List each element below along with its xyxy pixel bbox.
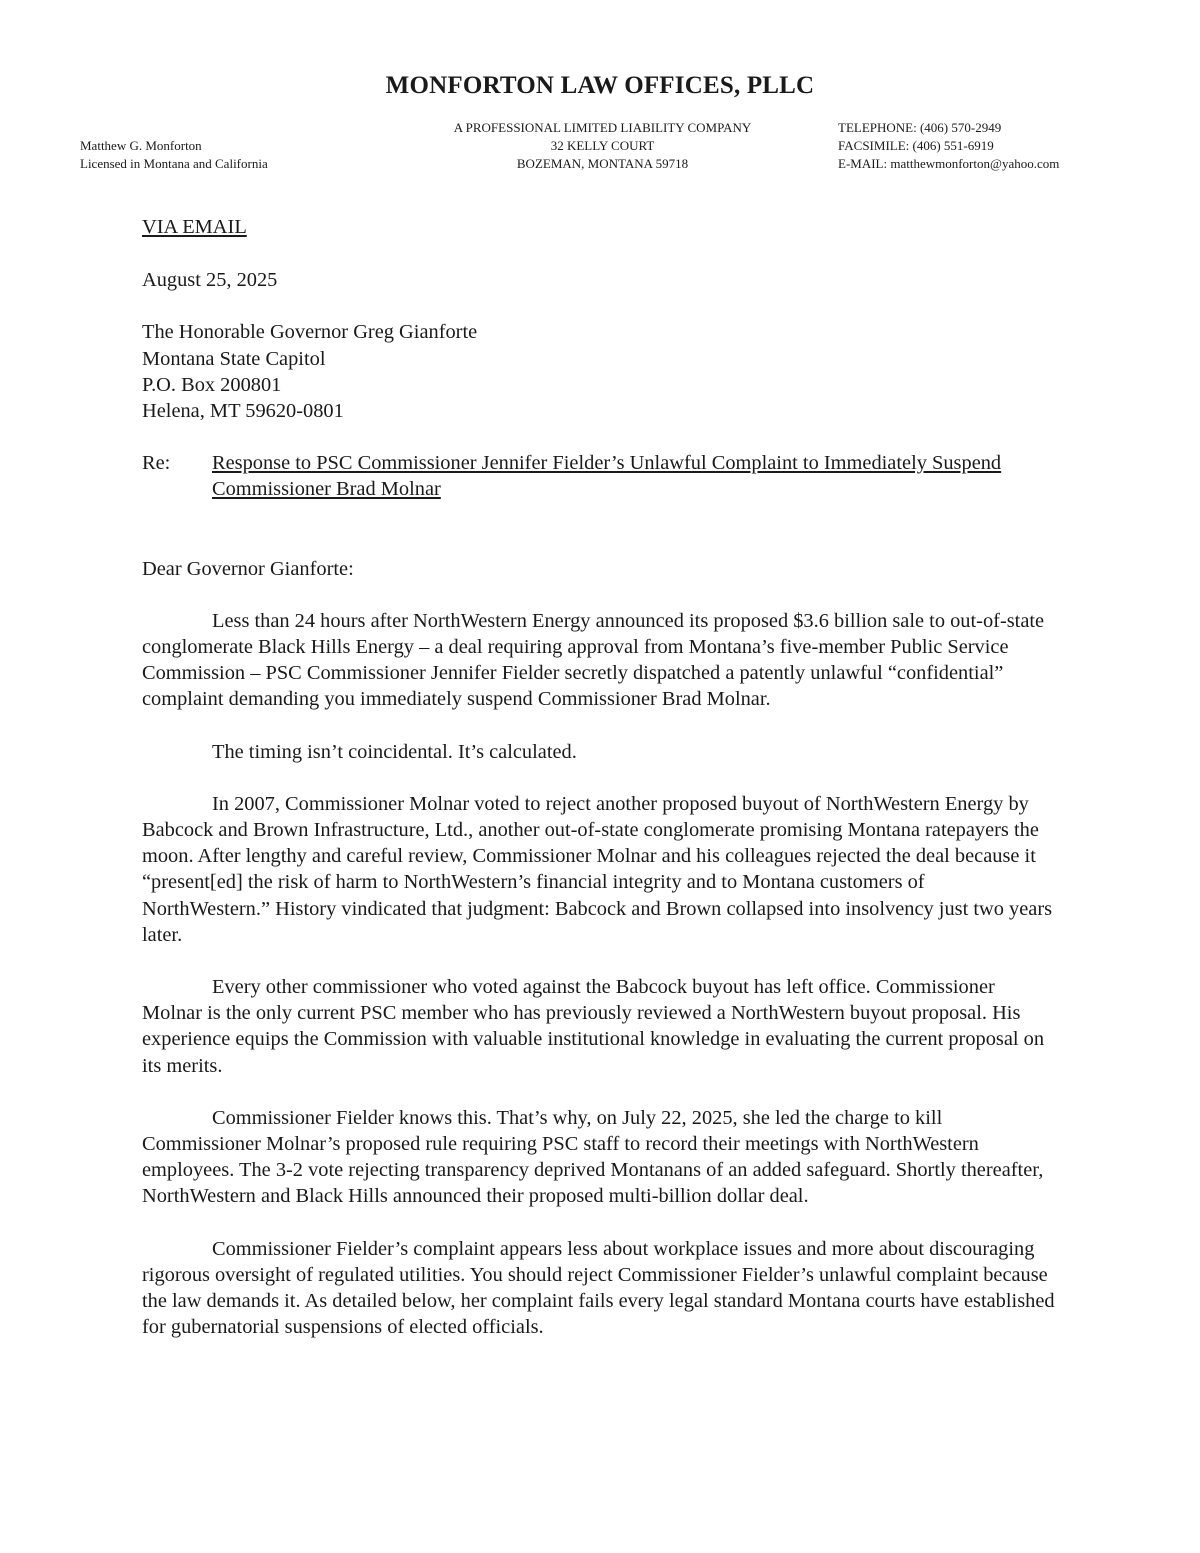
- body-paragraph: Commissioner Fielder knows this. That’s why, on July 22, 2025, she led the charge to kill Commissioner Molnar’s proposed rule requiring PSC staff to record their meetings with NorthWestern employees. The 3-2 vote rejecting transparency deprived Montanans of an added safeguard. Shortly thereafter, NorthWestern and Black Hills announced their proposed multi-billion dollar deal.: [142, 1106, 1044, 1208]
- email-address: E-MAIL: matthewmonforton@yahoo.com: [838, 156, 1060, 171]
- company-type: A PROFESSIONAL LIMITED LIABILITY COMPANY: [453, 120, 752, 135]
- firm-city-state: BOZEMAN, MONTANA 59718: [516, 156, 689, 171]
- re-label: Re:: [142, 452, 171, 475]
- recipient-line: The Honorable Governor Greg Gianforte: [142, 321, 478, 344]
- attorney-license: Licensed in Montana and California: [80, 156, 268, 171]
- letter-date: August 25, 2025: [142, 269, 278, 292]
- telephone: TELEPHONE: (406) 570-2949: [838, 120, 1002, 135]
- recipient-line: Helena, MT 59620-0801: [142, 400, 344, 423]
- recipient-line: Montana State Capitol: [142, 347, 326, 370]
- re-subject: Response to PSC Commissioner Jennifer Fielder’s Unlawful Complaint to Immediately Suspend Commissioner Brad Molnar: [212, 452, 1002, 501]
- recipient-line: P.O. Box 200801: [142, 373, 282, 396]
- facsimile: FACSIMILE: (406) 551-6919: [838, 138, 994, 153]
- attorney-name: Matthew G. Monforton: [80, 138, 202, 153]
- recipient-address: [142, 319, 1057, 424]
- firm-street: 32 KELLY COURT: [550, 138, 655, 153]
- delivery-method: VIA EMAIL: [142, 216, 247, 238]
- body-paragraph: The timing isn’t coincidental. It’s calculated.: [212, 740, 577, 763]
- body-paragraph: Every other commissioner who voted against the Babcock buyout has left office. Commissioner Molnar is the only current PSC member who has previously reviewed a NorthWestern buyout proposal. His experience equips the Commission with valuable institutional knowledge in evaluating the current proposal on its merits.: [142, 976, 1045, 1077]
- body-paragraph: In 2007, Commissioner Molnar voted to reject another proposed buyout of NorthWestern Energy by Babcock and Brown Infrastructure, Ltd., another out-of-state conglomerate promising Montana ratepayers the moon. After lengthy and careful review, Commissioner Molnar and his colleagues rejected the deal because it “present[ed] the risk of harm to NorthWestern’s financial integrity and to Montana customers of NorthWestern.” History vindicated that judgment: Babcock and Brown collapsed into insolvency just two years later.: [142, 792, 1053, 946]
- subject-line: [142, 450, 1057, 502]
- firm-address-block: [400, 119, 805, 173]
- contact-block: [838, 119, 1059, 173]
- salutation: Dear Governor Gianforte:: [142, 557, 354, 580]
- firm-name: MONFORTON LAW OFFICES, PLLC: [385, 72, 815, 99]
- attorney-block: [80, 137, 268, 173]
- letter-body: [142, 214, 1057, 1341]
- body-paragraph: Less than 24 hours after NorthWestern Energy announced its proposed $3.6 billion sale to out-of-state conglomerate Black Hills Energy – a deal requiring approval from Montana’s five-member Public Service Commission – PSC Commissioner Jennifer Fielder secretly dispatched a patently unlawful “confidential” complaint demanding you immediately suspend Commissioner Brad Molnar.: [142, 609, 1045, 711]
- body-paragraph: Commissioner Fielder’s complaint appears less about workplace issues and more about discouraging rigorous oversight of regulated utilities. You should reject Commissioner Fielder’s unlawful complaint because the law demands it. As detailed below, her complaint fails every legal standard Montana courts have established for gubernatorial suspensions of elected officials.: [142, 1237, 1055, 1339]
